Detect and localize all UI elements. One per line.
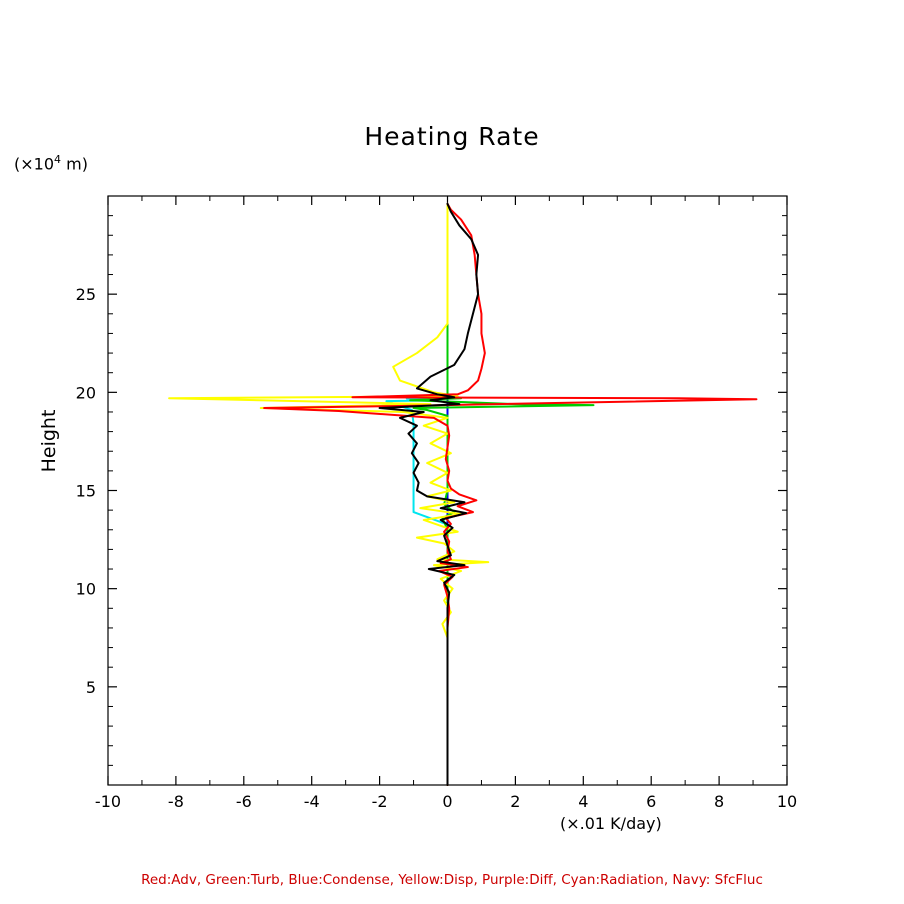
y-axis-units-exponent: 4	[54, 153, 62, 166]
y-axis-label: Height	[38, 409, 60, 473]
x-tick-label: -10	[94, 792, 122, 811]
x-tick-label: -8	[167, 792, 184, 811]
series-group	[169, 204, 756, 785]
y-axis-units-prefix: (×10	[14, 154, 55, 174]
series-line-total	[380, 204, 478, 785]
series-line-disp	[169, 204, 488, 785]
x-tick-label: 0	[442, 792, 453, 811]
legend-caption: Red:Adv, Green:Turb, Blue:Condense, Yellow:Disp, Purple:Diff, Cyan:Radiation, Navy: SfcFluc	[141, 872, 763, 888]
x-tick-label: 10	[776, 792, 798, 811]
y-tick-label: 15	[75, 481, 96, 501]
x-tick-label: -2	[371, 792, 388, 811]
x-tick-label: -6	[235, 792, 252, 811]
x-axis-label: (×.01 K/day)	[560, 814, 662, 833]
x-tick-label: 2	[510, 792, 521, 811]
y-tick-label: 10	[75, 579, 96, 599]
x-tick-label: 4	[578, 792, 589, 811]
chart-title: Heating Rate	[364, 122, 540, 151]
y-axis-units-suffix: m)	[61, 154, 88, 174]
x-tick-label: 8	[714, 792, 725, 811]
x-tick-label: 6	[646, 792, 657, 811]
y-tick-label: 20	[75, 383, 96, 403]
x-tick-label: -4	[303, 792, 320, 811]
y-tick-label: 25	[75, 285, 96, 305]
tick-labels-group	[76, 285, 798, 811]
series-line-adv	[264, 204, 756, 785]
y-tick-label: 5	[85, 677, 96, 697]
